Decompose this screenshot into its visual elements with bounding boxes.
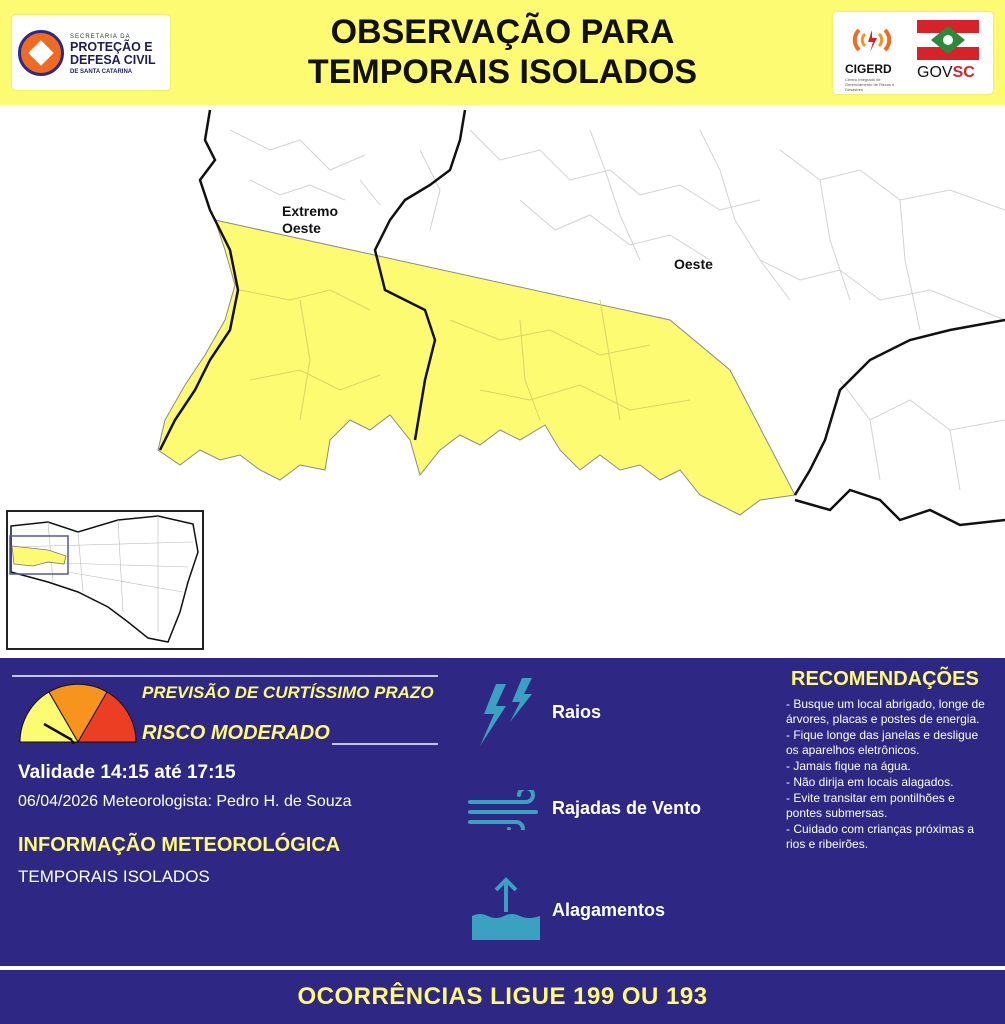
gov-prefix: GOV (917, 64, 953, 81)
recommendations-title: RECOMENDAÇÕES (791, 668, 979, 690)
region-label-line2: Oeste (282, 220, 321, 236)
partner-logos (833, 12, 993, 94)
recommendations-list (786, 697, 991, 853)
region-label-extremo-oeste (282, 203, 338, 237)
risk-level: RISCO MODERADO (142, 722, 330, 744)
lightning-icon (476, 676, 534, 748)
date-meteorologist: 06/04/2026 Meteorologista: Pedro H. de Souza (18, 793, 352, 810)
logo-top-line: SECRETARIA DA (70, 34, 131, 40)
locator-inset-map (6, 510, 204, 650)
validity-time: Validade 14:15 até 17:15 (18, 762, 236, 783)
defesa-civil-logo (12, 15, 170, 90)
emergency-numbers: OCORRÊNCIAS LIGUE 199 OU 193 (297, 983, 708, 1010)
recommendation-item: - Jamais fique na água. (786, 759, 911, 773)
cigerd-subtitle: Centro Integrado de Gerenciamento de Riscos e Desastres (845, 77, 895, 92)
title-line-1: OBSERVAÇÃO PARA (330, 13, 675, 51)
region-label-line1: Extremo (282, 203, 339, 219)
hazard-label-rajadas: Rajadas de Vento (552, 798, 702, 818)
cigerd-label: CIGERD (845, 62, 892, 76)
govsc-label (917, 64, 975, 82)
region-label-oeste: Oeste (674, 256, 713, 272)
flood-icon (470, 876, 542, 942)
state-outline-map (8, 512, 202, 648)
info-heading: INFORMAÇÃO METEOROLÓGICA (18, 834, 341, 856)
wind-icon (466, 790, 546, 830)
forecast-type: PREVISÃO DE CURTÍSSIMO PRAZO (142, 683, 434, 702)
hazard-label-alagamentos: Alagamentos (552, 900, 666, 920)
gov-suffix: SC (952, 64, 975, 81)
info-value: TEMPORAIS ISOLADOS (18, 867, 210, 886)
recommendation-item: - Fique longe das janelas e desligue os aparelhos eletrônicos. (786, 728, 979, 757)
page-title (220, 12, 785, 92)
recommendation-item: - Evite transitar em pontilhões e pontes submersas. (786, 791, 955, 820)
logo-name: PROTEÇÃO E DEFESA CIVIL (70, 40, 156, 67)
logo-sub: DE SANTA CATARINA (70, 69, 133, 75)
hazard-label-raios: Raios (552, 702, 602, 722)
cigerd-signal-icon (851, 20, 893, 62)
recommendation-item: - Cuidado com crianças próximas a rios e ribeirões. (786, 822, 975, 851)
recommendation-item: - Busque um local abrigado, longe de árvores, placas e postes de energia. (786, 697, 985, 726)
recommendation-item: - Não dirija em locais alagados. (786, 775, 954, 789)
defesa-civil-emblem-icon (18, 30, 64, 76)
santa-catarina-flag-icon (917, 20, 979, 60)
title-line-2: TEMPORAIS ISOLADOS (307, 53, 698, 91)
